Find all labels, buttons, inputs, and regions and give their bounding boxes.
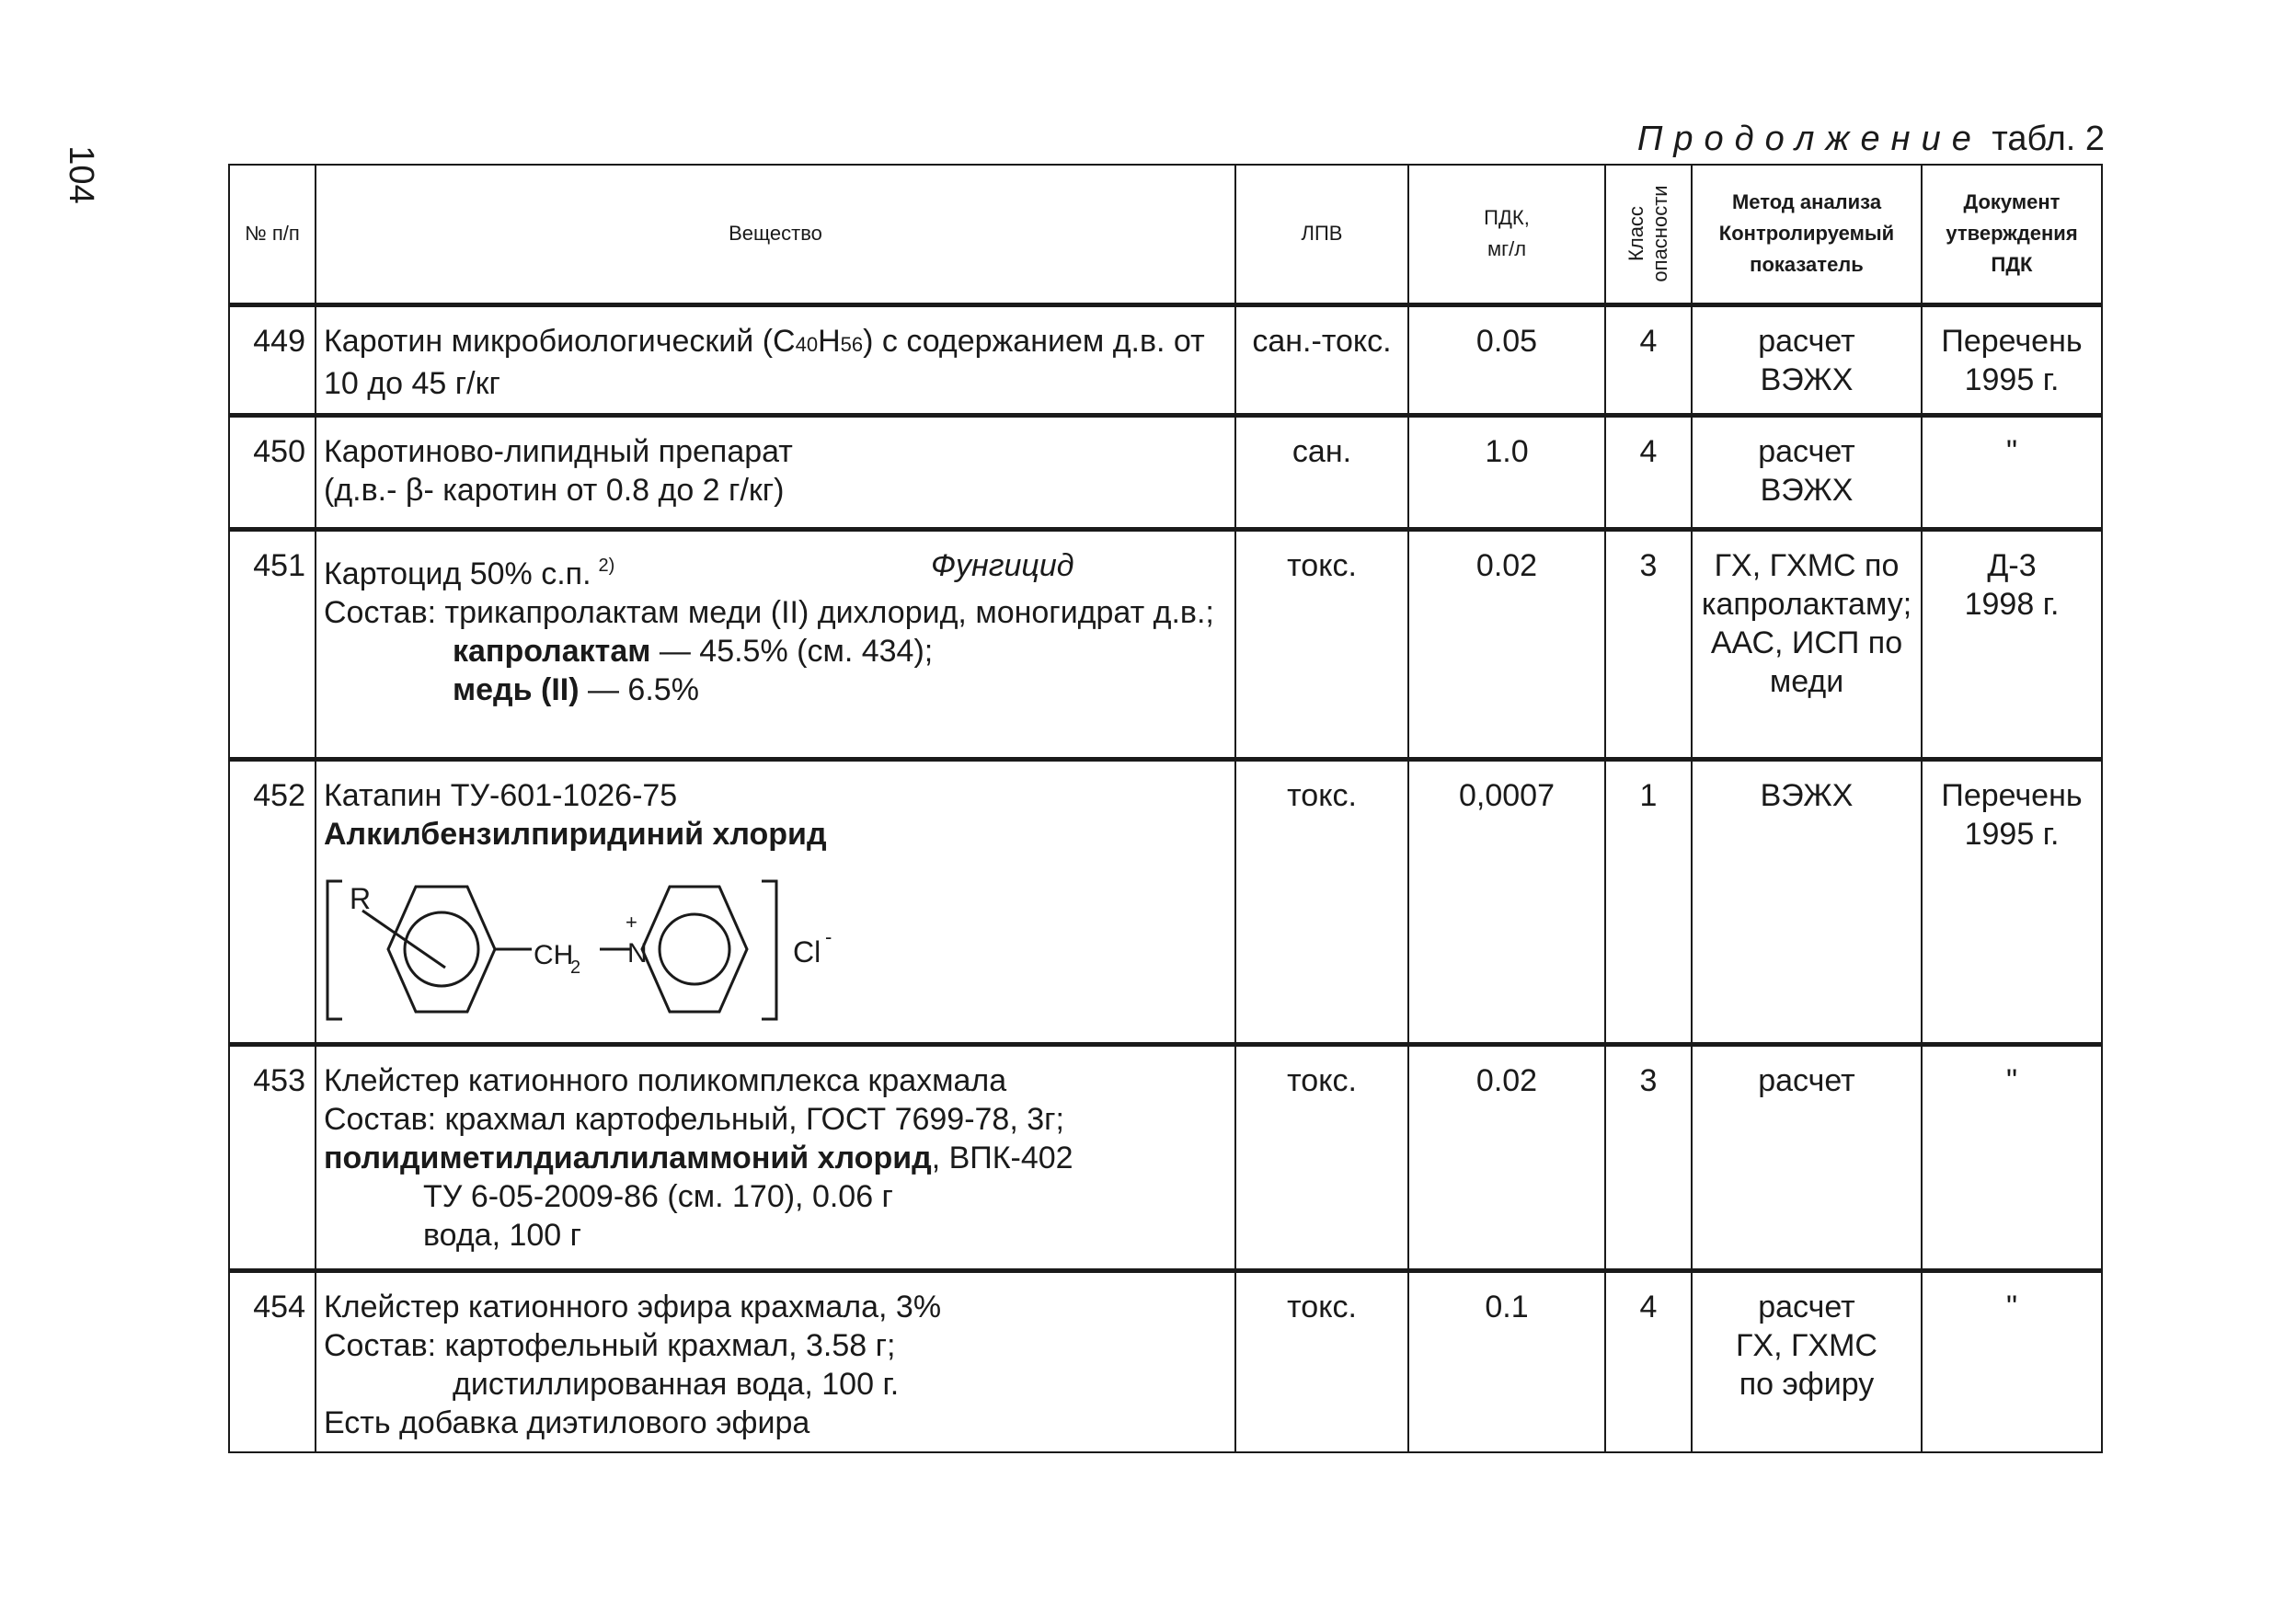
composition-line: Состав: трикапролактам меди (II) дихлорид, моногидрат д.в.; — [324, 594, 1214, 630]
row-number: 450 — [229, 415, 316, 529]
method-cell — [1692, 529, 1922, 759]
structural-formula-drawing — [324, 877, 839, 1025]
component-name: капролактам — [453, 633, 651, 669]
component-value: — 6.5% — [579, 671, 699, 707]
caption-table-ref: табл. 2 — [1992, 120, 2105, 158]
method-cell — [1692, 1270, 1922, 1452]
hazard-cell: 4 — [1605, 304, 1692, 415]
document-line: 1998 г. — [1964, 586, 2060, 622]
document-cell: " — [1922, 415, 2102, 529]
component-line — [324, 1139, 1225, 1177]
hazard-cell: 1 — [1605, 759, 1692, 1044]
composition-line: Состав: картофельный крахмал, 3.58 г; — [324, 1327, 896, 1363]
row-number: 452 — [229, 759, 316, 1044]
method-line: расчет — [1758, 323, 1855, 359]
method-line: ГХ, ГХМС — [1736, 1327, 1877, 1363]
row-number: 449 — [229, 304, 316, 415]
substance-cell — [316, 304, 1235, 415]
formula-cl: Cl — [793, 934, 821, 969]
header-pdk-line2: мг/л — [1487, 237, 1527, 261]
r-bond — [362, 911, 445, 968]
document-line: Д-3 — [1987, 547, 2037, 583]
substance-cell — [316, 1044, 1235, 1270]
header-num: № п/п — [229, 165, 316, 304]
row-number: 451 — [229, 529, 316, 759]
formula-n: N — [627, 937, 648, 969]
pdk-cell: 0.1 — [1408, 1270, 1605, 1452]
substance-line: Клейстер катионного эфира крахмала, 3% — [324, 1289, 942, 1324]
method-cell: ВЭЖХ — [1692, 759, 1922, 1044]
footnote-mark: 2) — [598, 555, 615, 576]
caption-continuation: Продолжение — [1636, 120, 1982, 158]
document-cell: " — [1922, 1270, 2102, 1452]
method-cell — [1692, 304, 1922, 415]
component-line: дистиллированная вода, 100 г. — [453, 1366, 900, 1402]
formula-plus: + — [626, 910, 637, 934]
document-line: Перечень — [1941, 323, 2083, 359]
lpv-cell: токс. — [1235, 1270, 1408, 1452]
substance-name: Картоцид 50% с.п. — [324, 556, 591, 591]
header-lpv: ЛПВ — [1235, 165, 1408, 304]
method-line: расчет — [1758, 433, 1855, 469]
lpv-cell: токс. — [1235, 759, 1408, 1044]
formula-subscript: 56 — [840, 332, 864, 356]
pdk-cell: 1.0 — [1408, 415, 1605, 529]
pdk-cell: 0,0007 — [1408, 759, 1605, 1044]
lpv-cell: токс. — [1235, 529, 1408, 759]
pdk-cell: 0.05 — [1408, 304, 1605, 415]
method-line: ААС, ИСП по — [1710, 625, 1903, 660]
component-name: медь (II) — [453, 671, 580, 707]
formula-ch-subscript: 2 — [570, 957, 581, 978]
hazard-cell: 3 — [1605, 1044, 1692, 1270]
method-line: меди — [1769, 663, 1844, 699]
header-method — [1692, 165, 1922, 304]
formula-minus: - — [825, 924, 832, 948]
table-row — [229, 415, 2102, 529]
component-value: — 45.5% (см. 434); — [650, 633, 934, 669]
document-cell — [1922, 529, 2102, 759]
header-doc-line2: утверждения — [1946, 222, 2078, 246]
method-cell — [1692, 415, 1922, 529]
lpv-cell: токс. — [1235, 1044, 1408, 1270]
component-line: вода, 100 г — [423, 1217, 582, 1253]
substance-cell — [316, 759, 1235, 1044]
header-hazard-class — [1605, 165, 1692, 304]
benzene-inner-circle — [405, 912, 478, 986]
hazard-cell: 4 — [1605, 415, 1692, 529]
table-row — [229, 759, 2102, 1044]
header-pdk-line1: ПДК, — [1484, 206, 1530, 230]
header-method-line1: Метод анализа — [1731, 190, 1882, 214]
left-bracket — [327, 881, 342, 1019]
table-row — [229, 1044, 2102, 1270]
hazard-cell: 3 — [1605, 529, 1692, 759]
substance-text: Н — [818, 323, 841, 359]
table-row — [229, 304, 2102, 415]
header-hazard-line1: Класс — [1624, 206, 1647, 262]
header-doc-line3: ПДК — [1991, 253, 2033, 277]
substance-cell — [316, 529, 1235, 759]
component-line: ТУ 6-05-2009-86 (см. 170), 0.06 г — [423, 1178, 893, 1214]
method-line: ВЭЖХ — [1760, 361, 1854, 397]
page-number: 104 — [62, 145, 100, 204]
row-number: 454 — [229, 1270, 316, 1452]
document-cell — [1922, 759, 2102, 1044]
lpv-cell: сан. — [1235, 415, 1408, 529]
substance-category: Фунгицид — [931, 547, 1074, 583]
substance-line: Клейстер катионного поликомплекса крахмала — [324, 1062, 1007, 1098]
structural-formula — [324, 877, 1225, 1025]
substance-title-line — [324, 546, 1225, 593]
composition-line: Состав: крахмал картофельный, ГОСТ 7699-78, 3г; — [324, 1101, 1064, 1137]
method-line: ГХ, ГХМС по — [1714, 547, 1900, 583]
header-document — [1922, 165, 2102, 304]
component-value: , ВПК-402 — [931, 1140, 1073, 1175]
method-line: расчет — [1758, 1289, 1855, 1324]
header-method-line2: Контролируемый — [1718, 222, 1895, 246]
header-row — [229, 165, 2102, 304]
formula-subscript: 40 — [795, 332, 819, 356]
substance-cell — [316, 415, 1235, 529]
document-cell: " — [1922, 1044, 2102, 1270]
right-bracket — [762, 881, 776, 1019]
table-caption — [1637, 116, 2105, 162]
table-row — [229, 529, 2102, 759]
formula-r: R — [350, 881, 372, 915]
method-cell: расчет — [1692, 1044, 1922, 1270]
header-hazard-line2: опасности — [1648, 185, 1671, 282]
substance-text: Каротин микробиологический (С — [324, 323, 796, 359]
component-name: полидиметилдиаллиламмоний хлорид — [324, 1140, 932, 1175]
substance-line: Каротиново-липидный препарат — [324, 433, 793, 469]
formula-ch: CH — [534, 939, 574, 970]
method-line: по эфиру — [1739, 1366, 1875, 1402]
component-line — [324, 632, 1225, 671]
substance-line-bold: Алкилбензилпиридиний хлорид — [324, 816, 827, 852]
header-method-line3: показатель — [1750, 253, 1864, 277]
document-line: 1995 г. — [1964, 816, 2060, 852]
substance-text: ) с содержанием д.в. от 10 до 45 г/кг — [324, 323, 1205, 401]
substance-line: Есть добавка диэтилового эфира — [324, 1404, 810, 1440]
pyridinium-inner-circle — [660, 914, 729, 984]
substance-line: Катапин ТУ-601-1026-75 — [324, 777, 678, 813]
pdk-cell: 0.02 — [1408, 529, 1605, 759]
header-doc-line1: Документ — [1963, 190, 2061, 214]
row-number: 453 — [229, 1044, 316, 1270]
substance-line: (д.в.- β- каротин от 0.8 до 2 г/кг) — [324, 472, 785, 508]
pdk-cell: 0.02 — [1408, 1044, 1605, 1270]
method-line: капролактаму; — [1701, 586, 1912, 622]
table-row — [229, 1270, 2102, 1452]
pyridinium-ring — [642, 887, 747, 1012]
data-table — [228, 164, 2103, 1453]
component-line — [324, 671, 1225, 709]
header-substance: Вещество — [316, 165, 1235, 304]
lpv-cell: сан.-токс. — [1235, 304, 1408, 415]
hazard-cell: 4 — [1605, 1270, 1692, 1452]
header-pdk — [1408, 165, 1605, 304]
method-line: ВЭЖХ — [1760, 472, 1854, 508]
document-cell — [1922, 304, 2102, 415]
substance-cell — [316, 1270, 1235, 1452]
document-line: Перечень — [1941, 777, 2083, 813]
document-line: 1995 г. — [1964, 361, 2060, 397]
